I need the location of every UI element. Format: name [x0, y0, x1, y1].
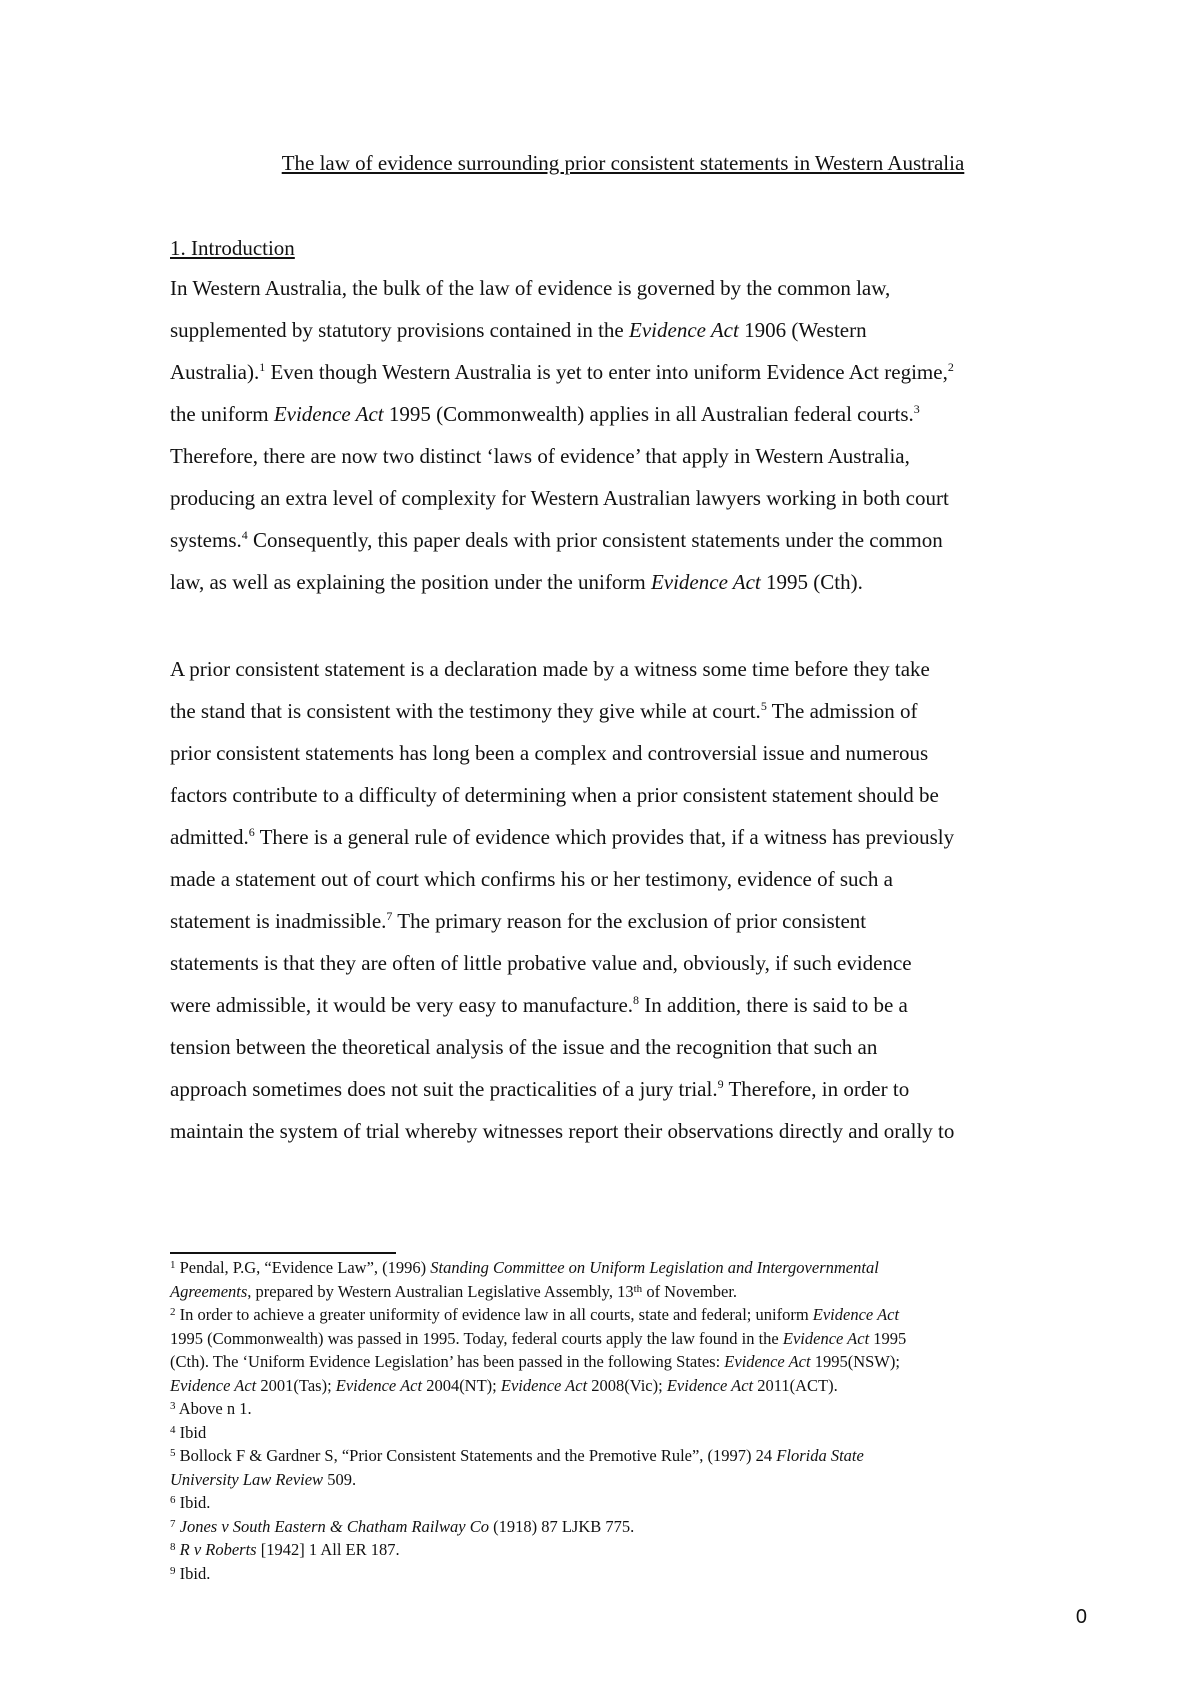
footnote-7: $^7$ Jones v South Eastern & Chatham Railway Co (1918) 87 LJKB 775.: [170, 1516, 635, 1536]
text-line: systems.$^4$ Consequently, this paper deals with prior consistent statements under the common: [170, 528, 943, 552]
text-line: were admissible, it would be very easy to manufacture.$^8$ In addition, there is said to be a: [170, 993, 908, 1017]
text-line: factors contribute to a difficulty of determining when a prior consistent statement should be: [170, 783, 939, 807]
footnote-9: $^9$ Ibid.: [170, 1563, 211, 1583]
footnote-ref[interactable]: 1: [259, 360, 266, 374]
text-line: A prior consistent statement is a declaration made by a witness some time before they take: [170, 657, 930, 681]
text-line: supplemented by statutory provisions contained in the Evidence Act 1906 (Western: [170, 318, 867, 342]
footnote-1-cont: Agreements, prepared by Western Australian Legislative Assembly, 13th of November.: [170, 1281, 738, 1301]
text-line: Therefore, there are now two distinct ‘laws of evidence’ that apply in Western Australia,: [170, 444, 910, 468]
footnote-4: $^4$ Ibid: [170, 1422, 207, 1442]
document-title: The law of evidence surrounding prior consistent statements in Western Australia: [281, 151, 965, 175]
footnote-ref[interactable]: 2: [947, 360, 954, 374]
text-line: statement is inadmissible.$^7$ The primary reason for the exclusion of prior consistent: [170, 909, 867, 933]
footnote-1: $^1$ Pendal, P.G, “Evidence Law”, (1996) Standing Committee on Uniform Legislation and Intergovernmental: [170, 1258, 879, 1277]
footnote-ref[interactable]: 6: [248, 825, 255, 839]
text-line: producing an extra level of complexity for Western Australian lawyers working in both court: [170, 486, 949, 510]
text-line: tension between the theoretical analysis of the issue and the recognition that such an: [170, 1035, 878, 1059]
section-heading-introduction: 1. Introduction: [170, 236, 295, 260]
text-line: the uniform Evidence Act 1995 (Commonwealth) applies in all Australian federal courts.$^3$: [170, 402, 920, 426]
text-line: the stand that is consistent with the testimony they give while at court.$^5$ The admission of: [170, 699, 918, 723]
paragraph-2: [170, 648, 1090, 1152]
footnote-2-cont: (Cth). The ‘Uniform Evidence Legislation’ has been passed in the following States: Evidence Act 1995(NSW);: [170, 1352, 900, 1371]
page-number: 0: [1075, 1606, 1087, 1628]
footnote-6: $^6$ Ibid.: [170, 1493, 211, 1512]
footnote-ref[interactable]: 7: [386, 909, 393, 923]
text-line: admitted.$^6$ There is a general rule of evidence which provides that, if a witness has previously: [170, 825, 955, 849]
footnotes: [170, 1256, 1090, 1585]
text-line: approach sometimes does not suit the practicalities of a jury trial.$^9$ Therefore, in order to: [170, 1077, 910, 1101]
text-line: Australia).$^1$ Even though Western Australia is yet to enter into uniform Evidence Act regime,$^2$: [170, 360, 954, 384]
footnote-2-cont: Evidence Act 2001(Tas); Evidence Act 2004(NT); Evidence Act 2008(Vic); Evidence Act 2011(ACT).: [170, 1375, 838, 1395]
footnote-8: $^8$ R v Roberts [1942] 1 All ER 187.: [170, 1540, 400, 1559]
text-line: law, as well as explaining the position under the uniform Evidence Act 1995 (Cth).: [170, 570, 863, 594]
text-line: maintain the system of trial whereby witnesses report their observations directly and orally to: [170, 1119, 955, 1143]
paragraph-1: [170, 267, 1090, 603]
footnote-separator: [170, 1252, 396, 1254]
footnote-3: $^3$ Above n 1.: [170, 1399, 252, 1418]
footnote-2: $^2$ In order to achieve a greater uniformity of evidence law in all courts, state and federal; uniform Evidence Act: [170, 1305, 900, 1324]
footnote-ref[interactable]: 5: [760, 699, 767, 713]
footnote-ref[interactable]: 3: [913, 402, 920, 416]
text-line: made a statement out of court which confirms his or her testimony, evidence of such a: [170, 867, 893, 891]
text-line: prior consistent statements has long been a complex and controversial issue and numerous: [170, 741, 929, 765]
text-line: statements is that they are often of little probative value and, obviously, if such evidence: [170, 951, 912, 975]
footnote-5-cont: University Law Review 509.: [170, 1469, 357, 1489]
footnote-2-cont: 1995 (Commonwealth) was passed in 1995. Today, federal courts apply the law found in the Evidence Act 1995: [170, 1328, 907, 1348]
footnote-ref[interactable]: 4: [241, 528, 248, 542]
text-line: In Western Australia, the bulk of the law of evidence is governed by the common law,: [170, 276, 891, 300]
footnote-ref[interactable]: 8: [633, 993, 640, 1007]
footnote-5: $^5$ Bollock F & Gardner S, “Prior Consistent Statements and the Premotive Rule”, (1997) 24 Florida State: [170, 1446, 864, 1465]
footnote-ref[interactable]: 9: [717, 1077, 724, 1091]
